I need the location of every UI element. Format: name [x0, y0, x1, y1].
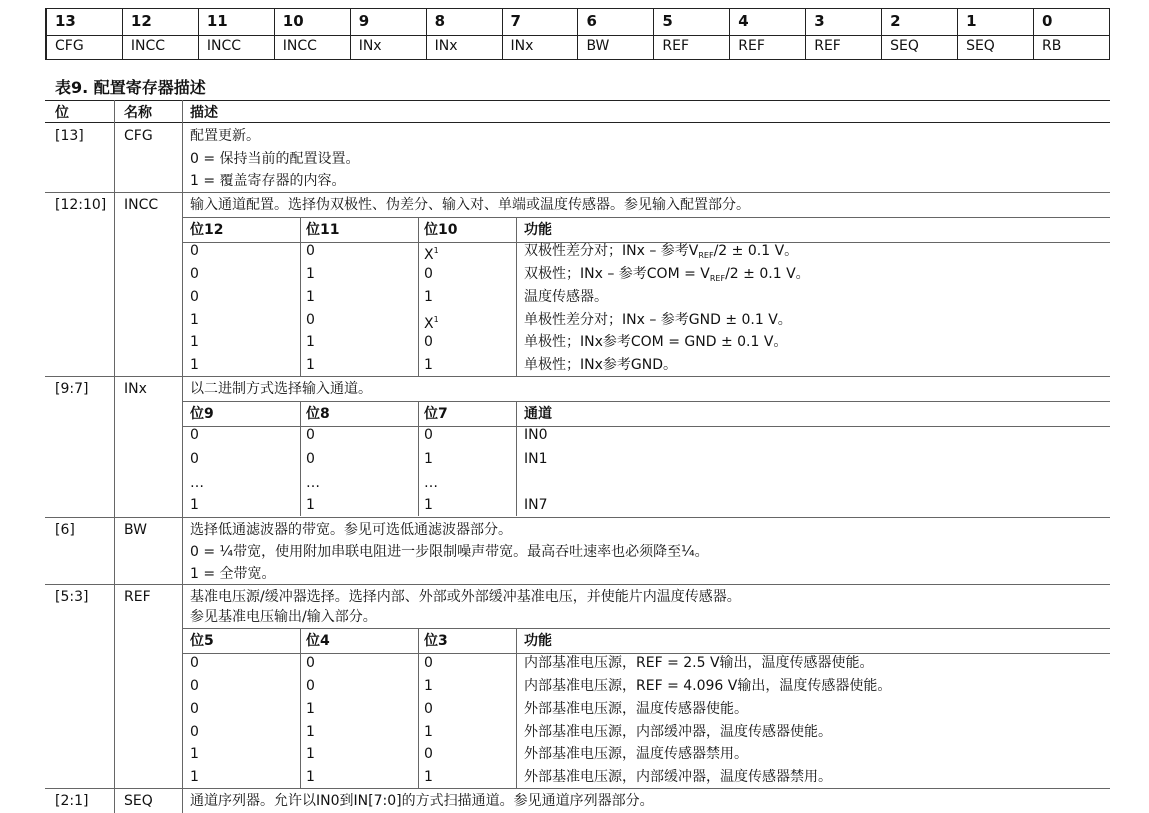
subtable-header-rule	[182, 426, 1110, 427]
function-text: 温度传感器。	[524, 289, 608, 305]
bit-value: 1	[424, 678, 433, 694]
column-divider	[418, 628, 419, 788]
column-divider	[300, 628, 301, 788]
bit-field-name: SEQ	[966, 38, 995, 54]
name-bw: BW	[124, 522, 147, 538]
column-divider	[300, 401, 301, 516]
bit-value: 0	[190, 243, 199, 259]
bit-value: 1	[424, 769, 433, 785]
column-divider	[182, 100, 183, 813]
function-text: IN7	[524, 497, 548, 513]
bit-column	[1033, 9, 1109, 59]
bit-value: …	[424, 475, 438, 491]
row-divider	[45, 517, 1110, 518]
bit-number: 3	[814, 12, 825, 30]
bit-field-name: INCC	[206, 38, 241, 54]
bit-number: 11	[206, 12, 228, 30]
subtable-header: 位7	[424, 406, 448, 422]
desc-line: 1 = 全带宽。	[190, 566, 276, 582]
subtable-header: 位11	[306, 222, 340, 238]
bit-value: 0	[424, 746, 433, 762]
bit-column	[502, 9, 578, 59]
bit-value: 0	[306, 678, 315, 694]
bit-number: 4	[738, 12, 749, 30]
bit-value: 1	[306, 497, 315, 513]
bit-field-name: REF	[814, 38, 841, 54]
subtable-header: 位8	[306, 406, 330, 422]
desc-line: 选择低通滤波器的带宽。参见可选低通滤波器部分。	[190, 522, 512, 538]
bit-column	[46, 9, 122, 59]
bit-value: 0	[190, 289, 199, 305]
bit-field-name: BW	[586, 38, 610, 54]
bit-field-name: INx	[434, 38, 458, 54]
function-text: 内部基准电压源，REF = 2.5 V输出，温度传感器使能。	[524, 655, 874, 671]
bit-value: 0	[424, 427, 433, 443]
function-text: 内部基准电压源，REF = 4.096 V输出，温度传感器使能。	[524, 678, 892, 694]
bit-value: 1	[190, 334, 199, 350]
header-bit: 位	[55, 105, 69, 121]
bit-value: 1	[190, 769, 199, 785]
header-name: 名称	[124, 105, 152, 121]
subtable-header: 通道	[524, 406, 552, 422]
bit-column	[274, 9, 350, 59]
bit-value: 0	[306, 243, 315, 259]
bit-field-name: CFG	[55, 38, 84, 54]
bit-value: 0	[190, 701, 199, 717]
bit-value: 1	[306, 266, 315, 282]
bit-value: 0	[190, 266, 199, 282]
function-text: 外部基准电压源，温度传感器使能。	[524, 701, 748, 717]
bit-number: 6	[586, 12, 597, 30]
bit-value: 0	[190, 451, 199, 467]
bit-value: 1	[306, 357, 315, 373]
bit-value: 0	[190, 427, 199, 443]
bit-value: 1	[424, 357, 433, 373]
function-text: 单极性；INx参考GND。	[524, 357, 677, 373]
subtable-header: 位3	[424, 633, 448, 649]
bit-value: 1	[424, 451, 433, 467]
bit-field-name: INx	[358, 38, 382, 54]
bit-value: 0	[306, 427, 315, 443]
bit-value: 1	[424, 724, 433, 740]
bit-value: …	[306, 475, 320, 491]
column-divider	[418, 401, 419, 516]
bit-column	[122, 9, 198, 59]
desc-line: 通道序列器。允许以IN0到IN[7:0]的方式扫描通道。参见通道序列器部分。	[190, 793, 654, 809]
row-divider	[45, 192, 1110, 193]
bit-column	[653, 9, 729, 59]
bit-number: 12	[130, 12, 152, 30]
subtable-header: 位5	[190, 633, 214, 649]
bit-number: 7	[510, 12, 521, 30]
bit-number: 13	[55, 12, 76, 30]
column-divider	[516, 217, 517, 376]
function-text: 双极性；INx – 参考COM = $V_{REF}/2 \pm 0.1$ V。	[524, 266, 810, 283]
desc-line: 配置更新。	[190, 128, 260, 144]
bit-value: 0	[424, 701, 433, 717]
bit-number: 0	[1041, 12, 1053, 30]
bit-column	[881, 9, 957, 59]
name-seq: SEQ	[124, 793, 153, 809]
desc-line: 基准电压源/缓冲器选择。选择内部、外部或外部缓冲基准电压，并使能片内温度传感器。	[190, 589, 741, 605]
bit-value: 1	[424, 289, 433, 305]
name-ref: REF	[124, 589, 151, 605]
bit-column	[805, 9, 881, 59]
bit-bw: [6]	[55, 522, 75, 538]
subtable-header: 功能	[524, 222, 552, 238]
subtable-header: 位10	[424, 222, 458, 238]
row-divider	[45, 376, 1110, 377]
table-top-rule	[45, 100, 1110, 101]
bit-value: $X^1$	[424, 315, 439, 332]
desc-line: 参见基准电压输出/输入部分。	[190, 609, 377, 625]
bit-column	[577, 9, 653, 59]
desc-line: 0 = 保持当前的配置设置。	[190, 151, 360, 167]
bit-column	[957, 9, 1033, 59]
desc-line: 1 = 覆盖寄存器的内容。	[190, 173, 346, 189]
bit-ref: [5:3]	[55, 589, 89, 605]
bit-value: 1	[190, 497, 199, 513]
bit-value: 0	[190, 655, 199, 671]
bit-column	[729, 9, 805, 59]
function-text: IN1	[524, 451, 548, 467]
function-text: 单极性差分对；INx – 参考GND ± 0.1 V。	[524, 312, 792, 328]
subtable-header: 功能	[524, 633, 552, 649]
subtable-header: 位4	[306, 633, 330, 649]
header-bottom-rule	[45, 122, 1110, 123]
subtable-top-rule	[182, 401, 1110, 402]
bit-value: 1	[306, 746, 315, 762]
bit-number: 5	[662, 12, 673, 30]
column-divider	[516, 628, 517, 788]
bit-field-name: INCC	[282, 38, 317, 54]
bit-value: …	[190, 475, 204, 491]
column-divider	[516, 401, 517, 516]
bit-number: 8	[434, 12, 446, 30]
bit-field-name: REF	[738, 38, 765, 54]
bit-number: 9	[358, 12, 370, 30]
function-text: 双极性差分对；INx – 参考$V_{REF}/2 \pm 0.1$ V。	[524, 243, 799, 260]
subtable-top-rule	[182, 217, 1110, 218]
subtable-header: 位9	[190, 406, 214, 422]
row-divider	[45, 584, 1110, 585]
bit-column	[198, 9, 274, 59]
bit-value: 1	[306, 701, 315, 717]
bit-number: 10	[282, 12, 304, 30]
column-divider	[300, 217, 301, 376]
bit-inx: [9:7]	[55, 381, 89, 397]
name-cfg: CFG	[124, 128, 153, 144]
bit-value: 0	[306, 655, 315, 671]
bit-value: 1	[424, 497, 433, 513]
desc-line: 输入通道配置。选择伪双极性、伪差分、输入对、单端或温度传感器。参见输入配置部分。	[190, 197, 750, 213]
bit-field-name: RB	[1041, 38, 1062, 54]
bit-number: 2	[890, 12, 901, 30]
name-incc: INCC	[124, 197, 159, 213]
bit-value: 1	[306, 334, 315, 350]
desc-line: 0 = ¼带宽，使用附加串联电阻进一步限制噪声带宽。最高吞吐速率也必须降至¼。	[190, 544, 709, 560]
bit-map-table	[45, 8, 1110, 60]
bit-value: $X^1$	[424, 246, 439, 263]
bit-value: 0	[306, 312, 315, 328]
bit-value: 1	[190, 746, 199, 762]
subtable-top-rule	[182, 628, 1110, 629]
bit-value: 0	[424, 334, 433, 350]
bit-value: 0	[424, 266, 433, 282]
bit-value: 1	[190, 312, 199, 328]
bit-column	[426, 9, 502, 59]
function-text: IN0	[524, 427, 548, 443]
subtable-header: 位12	[190, 222, 224, 238]
bit-number: 1	[966, 12, 977, 30]
header-desc: 描述	[190, 105, 218, 121]
bit-field-name: REF	[662, 38, 690, 54]
bit-value: 1	[306, 724, 315, 740]
bit-value: 0	[306, 451, 315, 467]
column-divider	[114, 100, 115, 813]
function-text: 单极性；INx参考COM = GND ± 0.1 V。	[524, 334, 788, 350]
function-text: 外部基准电压源，内部缓冲器，温度传感器禁用。	[524, 769, 832, 785]
bit-value: 1	[306, 289, 315, 305]
bit-value: 1	[190, 357, 199, 373]
bit-field-name: INCC	[130, 38, 166, 54]
row-divider	[45, 788, 1110, 789]
bit-field-name: SEQ	[890, 38, 919, 54]
desc-line: 以二进制方式选择输入通道。	[190, 381, 372, 397]
bit-column	[350, 9, 426, 59]
bit-value: 1	[306, 769, 315, 785]
name-inx: INx	[124, 381, 147, 397]
function-text: 外部基准电压源，内部缓冲器，温度传感器使能。	[524, 724, 832, 740]
bit-field-name: INx	[510, 38, 534, 54]
bit-incc: [12:10]	[55, 197, 107, 213]
bit-seq: [2:1]	[55, 793, 89, 809]
bit-value: 0	[190, 678, 199, 694]
bit-cfg: [13]	[55, 128, 84, 144]
table-title: 表9. 配置寄存器描述	[55, 78, 206, 97]
bit-value: 0	[424, 655, 433, 671]
function-text: 外部基准电压源，温度传感器禁用。	[524, 746, 748, 762]
bit-value: 0	[190, 724, 199, 740]
column-divider	[418, 217, 419, 376]
